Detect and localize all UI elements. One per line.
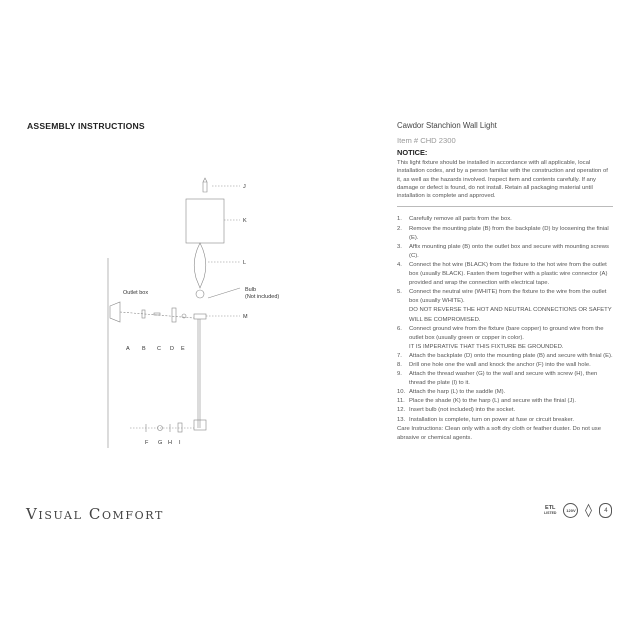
step-item: 2. Remove the mounting plate (B) from the backplate (D) by loosening the finial (E).: [397, 225, 609, 241]
divider: [397, 206, 613, 207]
step-item: 12. Insert bulb (not included) into the socket.: [397, 407, 516, 414]
step-item: 3. Affix mounting plate (B) onto the outlet box and secure with mounting screws (C).: [397, 243, 609, 259]
notice-text: This light fixture should be installed in accordance with all applicable, local installation codes, and by a person familiar with the construction and operation of it, as well as the hazards involved. Inspect item and contents carefully. If any damage or defect is found, do not install. Retain all packaging material until installation is complete and approved.: [397, 160, 608, 200]
brand-logo: Visual Comfort: [26, 505, 164, 523]
bulb-shape-icon: [585, 504, 592, 517]
label-h: H: [168, 440, 172, 446]
instructions-panel: [397, 121, 613, 443]
label-bulb-note: (Not included): [245, 294, 280, 300]
notice-title: NOTICE:: [397, 148, 428, 157]
backplate-d: [172, 308, 176, 322]
step-item: 4. Connect the hot wire (BLACK) from the fixture to the hot wire from the outlet box (usually BLACK). Fasten them together with a plastic wire connector (A) provided and wrap the connection with electrical tape.: [397, 261, 608, 287]
care-instructions: Care Instructions: Clean only with a soft dry cloth or feather duster. Do not use abrasive or chemical agents.: [397, 425, 601, 441]
label-bulb: Bulb: [245, 287, 257, 293]
item-number: Item # CHD 2300: [397, 136, 456, 145]
step-warning: DO NOT REVERSE THE HOT AND NEUTRAL CONNECTIONS OR SAFETY WILL BE COMPROMISED.: [409, 307, 612, 323]
label-l: L: [243, 260, 247, 266]
voltage-rating-icon: 120V: [563, 503, 578, 518]
label-i: I: [179, 440, 181, 446]
assembly-diagram: [90, 170, 280, 450]
label-j: J: [243, 184, 246, 190]
etl-listed-icon: ETL LISTED: [544, 504, 557, 515]
screw-c: [154, 313, 160, 315]
step-item: 9. Attach the thread washer (G) to the wall and secure with screw (H), then thread the plate (I) to it.: [397, 371, 598, 387]
finial-j: [203, 178, 207, 192]
label-e: E: [181, 346, 185, 352]
label-a: A: [126, 346, 130, 352]
bulb: [196, 290, 204, 298]
certification-icons: [544, 503, 612, 518]
step-item: 13. Installation is complete, turn on power at fuse or circuit breaker.: [397, 416, 575, 423]
plate-i: [178, 423, 182, 432]
label-d: D: [170, 346, 174, 352]
step-warning: IT IS IMPERATIVE THAT THIS FIXTURE BE GROUNDED.: [409, 343, 564, 350]
label-k: K: [243, 218, 247, 224]
wall-arm: [110, 302, 120, 322]
step-item: 11. Place the shade (K) to the harp (L) and secure with the finial (J).: [397, 398, 576, 405]
product-name: Cawdor Stanchion Wall Light: [397, 121, 497, 130]
label-c: C: [157, 346, 161, 352]
step-item: 6. Connect ground wire from the fixture (bare copper) to ground wire from the outlet box (usually green or copper in color). IT IS IMPERATIVE THAT THIS FIXTURE BE GROUNDED.: [397, 325, 613, 352]
label-f: F: [145, 440, 149, 446]
step-item: 1. Carefully remove all parts from the box.: [397, 216, 512, 223]
step-item: 7. Attach the backplate (D) onto the mounting plate (B) and secure with finial (E).: [397, 352, 613, 359]
shade-k: [186, 199, 224, 243]
step-item: 5. Connect the neutral wire (WHITE) from the fixture to the wire from the outlet box (usually WHITE). DO NOT REVERSE THE HOT AND NEUTRAL CONNECTIONS OR SAFETY WILL BE COMPROMISED.: [397, 288, 613, 324]
label-m: M: [243, 314, 248, 320]
step-item: 8. Drill one hole one the wall and knock the anchor (F) into the wall hole.: [397, 361, 591, 368]
saddle-m: [194, 314, 206, 319]
label-g: G: [158, 440, 163, 446]
bulb-count-icon: 4: [599, 503, 612, 518]
label-b: B: [142, 346, 146, 352]
page-title: ASSEMBLY INSTRUCTIONS: [27, 121, 145, 131]
harp-l: [194, 243, 206, 288]
step-item: 10. Attach the harp (L) to the saddle (M).: [397, 389, 506, 396]
steps-list: [397, 215, 613, 424]
label-outlet-box: Outlet box: [123, 290, 149, 296]
